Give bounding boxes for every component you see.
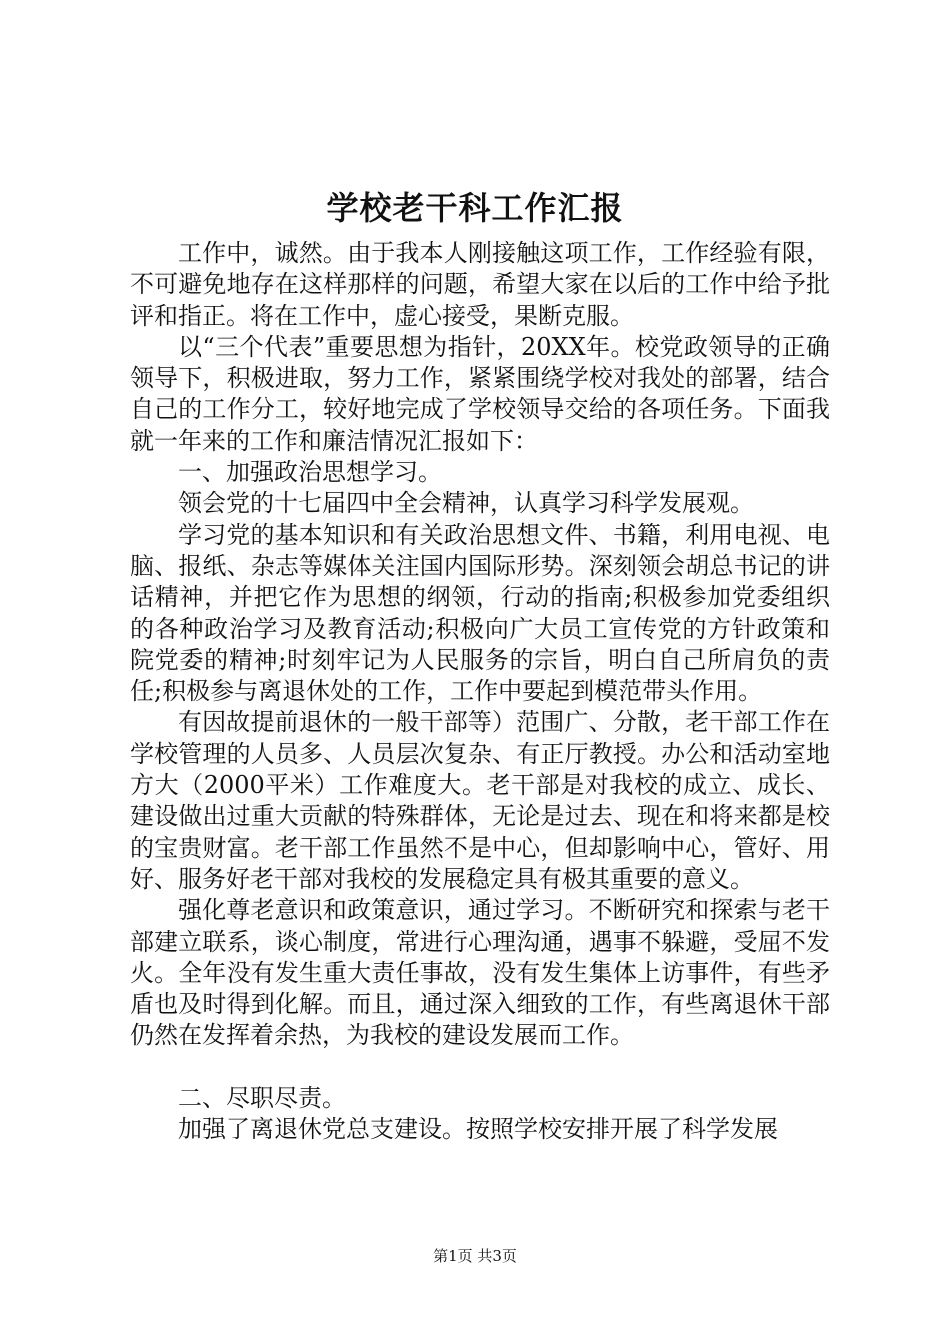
paragraph: 学习党的基本知识和有关政治思想文件、书籍，利用电视、电脑、报纸、杂志等媒体关注国内国际形势。深刻领会胡总书记的讲话精神，并把它作为思想的纲领，行动的指南;积极参加党委组织的各种政治学习及教育活动;积极向广大员工宣传党的方针政策和院党委的精神;时刻牢记为人民服务的宗旨，明白自己所肩负的责任;积极参与离退休处的工作，工作中要起到模范带头作用。 <box>130 520 830 706</box>
paragraph: 工作中，诚然。由于我本人刚接触这项工作，工作经验有限，不可避免地存在这样那样的问题，希望大家在以后的工作中给予批评和指正。将在工作中，虚心接受，果断克服。 <box>130 239 830 330</box>
paragraph: 有因故提前退休的一般干部等）范围广、分散，老干部工作在学校管理的人员多、人员层次复杂、有正厅教授。办公和活动室地方大（2000平米）工作难度大。老干部是对我校的成立、成长、建设做出过重大贡献的特殊群体，无论是过去、现在和将来都是校的宝贵财富。老干部工作虽然不是中心，但却影响中心，管好、用好、服务好老干部对我校的发展稳定具有极其重要的意义。 <box>130 708 830 893</box>
section-heading: 一、加强政治思想学习。 <box>178 458 442 487</box>
document-title: 学校老干科工作汇报 <box>326 189 624 227</box>
paragraph: 领会党的十七届四中全会精神，认真学习科学发展观。 <box>178 489 754 518</box>
page-footer: 第1页 共3页 <box>433 1247 517 1265</box>
paragraph: 强化尊老意识和政策意识，通过学习。不断研究和探索与老干部建立联系，谈心制度，常进行心理沟通，遇事不躲避，受屈不发火。全年没有发生重大责任事故，没有发生集体上访事件，有些矛盾也及时得到化解。而且，通过深入细致的工作，有些离退休干部仍然在发挥着余热，为我校的建设发展而工作。 <box>130 896 830 1050</box>
section-heading: 二、尽职尽责。 <box>178 1083 346 1112</box>
paragraph: 以“三个代表”重要思想为指针，20XX年。校党政领导的正确领导下，积极进取，努力工作，紧紧围绕学校对我处的部署，结合自己的工作分工，较好地完成了学校领导交给的各项任务。下面我就一年来的工作和廉洁情况汇报如下： <box>130 332 830 455</box>
document-body <box>130 238 830 1145</box>
paragraph: 加强了离退休党总支建设。按照学校安排开展了科学发展 <box>178 1115 778 1144</box>
